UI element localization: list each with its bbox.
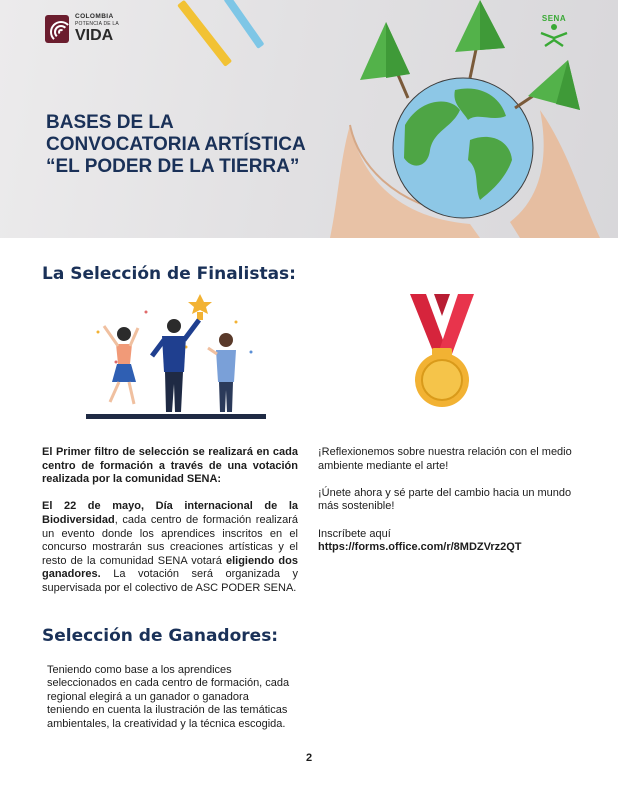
logo-line-1: COLOMBIA (75, 13, 114, 20)
invitation-paragraph-2: ¡Únete ahora y sé parte del cambio hacia un mundo más sostenible! (318, 486, 572, 513)
finalistas-text (42, 446, 298, 609)
votacion-organizacion: La votación será organizada y supervisada por el colectivo de ASC PODER SENA. (42, 568, 298, 594)
hero-banner (0, 0, 618, 238)
heading-ganadores: Selección de Ganadores: (42, 626, 279, 646)
invitation-paragraph-1: ¡Reflexionemos sobre nuestra relación con el medio ambiente mediante el arte! (318, 446, 572, 472)
finalistas-paragraph-1: El Primer filtro de selección se realizará en cada centro de formación a través de una votación realizada por la comunidad SENA: (42, 446, 298, 486)
page-number: 2 (305, 752, 313, 764)
title-line-2: CONVOCATORIA ARTÍSTICA (46, 134, 306, 155)
gold-medal-icon (404, 294, 480, 410)
evento-descripcion: , cada centro de formación realizará un evento donde los aprendices inscritos en el concurso mostrarán sus creaciones artísticas y el resto de la comunidad SENA votará (42, 513, 298, 567)
page-title (46, 112, 306, 178)
heading-finalistas: La Selección de Finalistas: (42, 264, 296, 284)
colombia-logo (45, 14, 119, 44)
title-line-1: BASES DE LA (46, 112, 174, 133)
invitation-text (318, 446, 574, 568)
eligiendo-ganadores: eligiendo dos ganadores. (42, 554, 298, 581)
ganadores-text: Teniendo como base a los aprendices seleccionados en cada centro de formación, cada regional elegirá a un ganador o ganadora teniendo en cuenta la ilustración de las temáticas ambientales, la creatividad y la técnica escogida. (47, 664, 290, 730)
register-block (318, 528, 574, 555)
finalistas-paragraph-2 (42, 500, 298, 595)
logo-line-3: VIDA (75, 26, 114, 44)
register-label: Inscríbete aquí (318, 527, 391, 540)
celebrating-people-icon (86, 292, 266, 422)
colombia-logo-icon (45, 15, 69, 43)
title-line-3: “EL PODER DE LA TIERRA” (46, 156, 300, 177)
register-link[interactable]: https://forms.office.com/r/8MDZVrz2QT (318, 541, 522, 554)
fecha-evento: El 22 de mayo, Día internacional de la Biodiversidad (42, 500, 298, 526)
logo-line-2: POTENCIA DE LA (75, 20, 119, 27)
sena-logo-icon (539, 23, 569, 47)
sena-logo-text: SENA (541, 14, 567, 23)
sena-logo (536, 14, 572, 52)
